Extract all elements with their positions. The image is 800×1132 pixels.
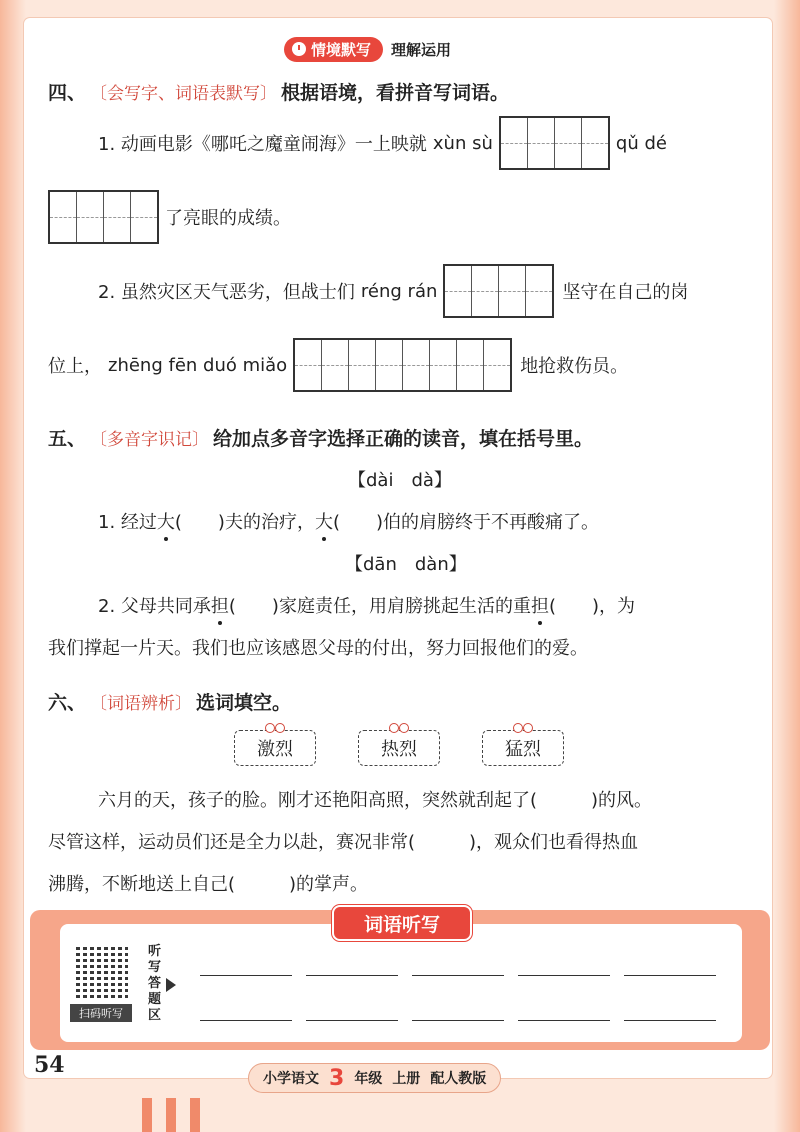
answer-blank[interactable] bbox=[306, 1020, 398, 1021]
header-badge bbox=[284, 37, 383, 62]
footer-grade-unit: 年级 bbox=[354, 1071, 383, 1087]
section6-tag: 〔词语辨析〕 bbox=[90, 694, 193, 714]
answer-blank[interactable] bbox=[412, 975, 504, 976]
section4-tag: 〔会写字、词语表默写〕 bbox=[90, 84, 278, 104]
section4-instruction: 根据语境，看拼音写词语。 bbox=[281, 82, 510, 104]
s4-q2-answer-grid1[interactable] bbox=[443, 264, 554, 318]
s4-q1-pinyin2: qǔ dé bbox=[615, 132, 667, 154]
s4-q2-line2 bbox=[48, 338, 628, 392]
word-option-2-label: 热烈 bbox=[381, 739, 417, 760]
s4-q2-tail: 地抢救伤员。 bbox=[520, 356, 629, 377]
s5-q2-text-a: 2. 父母共同承 bbox=[98, 596, 211, 617]
section5-tag: 〔多音字识记〕 bbox=[90, 430, 210, 450]
arrow-right-icon bbox=[166, 978, 176, 992]
answer-blank[interactable] bbox=[624, 975, 716, 976]
answer-blank[interactable] bbox=[624, 1020, 716, 1021]
s4-q2-pinyin2: zhēng fēn duó miǎo bbox=[108, 354, 288, 376]
section5-heading bbox=[48, 424, 593, 451]
s5-q1-text-b[interactable]: ( )夫的治疗， bbox=[174, 512, 315, 533]
word-option-3-label: 猛烈 bbox=[505, 739, 541, 760]
page-tab bbox=[142, 1098, 152, 1132]
s6-para-line3[interactable]: 沸腾，不断地送上自己( )的掌声。 bbox=[48, 874, 369, 895]
s6-para-line1[interactable]: 六月的天，孩子的脸。刚才还艳阳高照，突然就刮起了( )的风。 bbox=[98, 790, 653, 811]
s6-para-line2[interactable]: 尽管这样，运动员们还是全力以赴，赛况非常( )，观众们也看得热血 bbox=[48, 832, 639, 853]
s5-q1 bbox=[98, 508, 599, 534]
s5-q2-dotted-char1: 担 bbox=[211, 592, 229, 618]
s5-q2-line2: 我们撑起一片天。我们也应该感恩父母的付出，努力回报他们的爱。 bbox=[48, 638, 588, 659]
s4-q1-line2 bbox=[48, 190, 291, 244]
s4-q1-pinyin1: xùn sù bbox=[432, 132, 493, 154]
section4-number: 四、 bbox=[48, 82, 87, 104]
page-header bbox=[284, 36, 451, 62]
s5-q1-text-a: 1. 经过 bbox=[98, 512, 157, 533]
word-option-3[interactable] bbox=[482, 730, 564, 766]
footer-subject: 小学语文 bbox=[263, 1071, 319, 1087]
qr-code-icon[interactable] bbox=[76, 946, 128, 998]
answer-blank[interactable] bbox=[306, 975, 398, 976]
s5-q2-line1 bbox=[98, 592, 635, 618]
dictation-title: 词语听写 bbox=[332, 905, 472, 941]
qr-label: 扫码听写 bbox=[70, 1004, 132, 1022]
s4-q2-pinyin1: réng rán bbox=[360, 280, 438, 302]
header-subtitle: 理解运用 bbox=[391, 40, 452, 59]
footer-edition: 配人教版 bbox=[430, 1071, 487, 1087]
s4-q2-answer-grid2[interactable] bbox=[293, 338, 512, 392]
s4-q1-lead: 1. 动画电影《哪吒之魔童闹海》一上映就 bbox=[98, 134, 427, 155]
section4-heading bbox=[48, 78, 509, 105]
s5-q2-text-c[interactable]: ( )，为 bbox=[548, 596, 635, 617]
section5-instruction: 给加点多音字选择正确的读音，填在括号里。 bbox=[213, 428, 594, 450]
s4-q2-lead: 2. 虽然灾区天气恶劣，但战士们 bbox=[98, 282, 355, 303]
footer-badge bbox=[248, 1063, 501, 1093]
section6-instruction: 选词填空。 bbox=[196, 692, 292, 714]
s5-options1: 【dài dà】 bbox=[348, 470, 452, 491]
word-option-1[interactable] bbox=[234, 730, 316, 766]
bow-icon bbox=[513, 723, 533, 733]
s4-q1-line1 bbox=[98, 116, 673, 170]
section6-number: 六、 bbox=[48, 692, 87, 714]
page-tab bbox=[166, 1098, 176, 1132]
answer-blank[interactable] bbox=[518, 975, 610, 976]
s5-q1-dotted-char2: 大 bbox=[315, 508, 333, 534]
s4-q2-lead2: 位上， bbox=[48, 356, 102, 377]
s4-q1-answer-grid1[interactable] bbox=[499, 116, 610, 170]
footer-volume: 上册 bbox=[392, 1071, 421, 1087]
s4-q2-mid: 坚守在自己的岗 bbox=[562, 282, 689, 303]
answer-blank[interactable] bbox=[518, 1020, 610, 1021]
clock-icon bbox=[292, 42, 306, 56]
answer-blank[interactable] bbox=[412, 1020, 504, 1021]
section5-number: 五、 bbox=[48, 428, 87, 450]
answer-blank[interactable] bbox=[200, 975, 292, 976]
bow-icon bbox=[389, 723, 409, 733]
s5-q1-dotted-char1: 大 bbox=[157, 508, 175, 534]
header-badge-label: 情境默写 bbox=[311, 40, 372, 59]
footer-grade: 3 bbox=[329, 1065, 345, 1091]
s5-options2: 【dān dàn】 bbox=[345, 554, 467, 575]
s4-q1-answer-grid2[interactable] bbox=[48, 190, 159, 244]
s4-q2-line1 bbox=[98, 264, 688, 318]
page-number: 54 bbox=[34, 1052, 65, 1078]
answer-blank[interactable] bbox=[200, 1020, 292, 1021]
s4-q1-tail: 了亮眼的成绩。 bbox=[165, 208, 291, 229]
page-tab bbox=[190, 1098, 200, 1132]
s5-q2-dotted-char2: 担 bbox=[531, 592, 549, 618]
answer-area-label: 听写答题区 bbox=[148, 944, 162, 1023]
bow-icon bbox=[265, 723, 285, 733]
word-option-1-label: 激烈 bbox=[257, 739, 293, 760]
word-option-2[interactable] bbox=[358, 730, 440, 766]
section6-heading bbox=[48, 688, 291, 715]
s5-q2-text-b[interactable]: ( )家庭责任，用肩膀挑起生活的重 bbox=[228, 596, 531, 617]
s5-q1-text-c[interactable]: ( )伯的肩膀终于不再酸痛了。 bbox=[332, 512, 599, 533]
